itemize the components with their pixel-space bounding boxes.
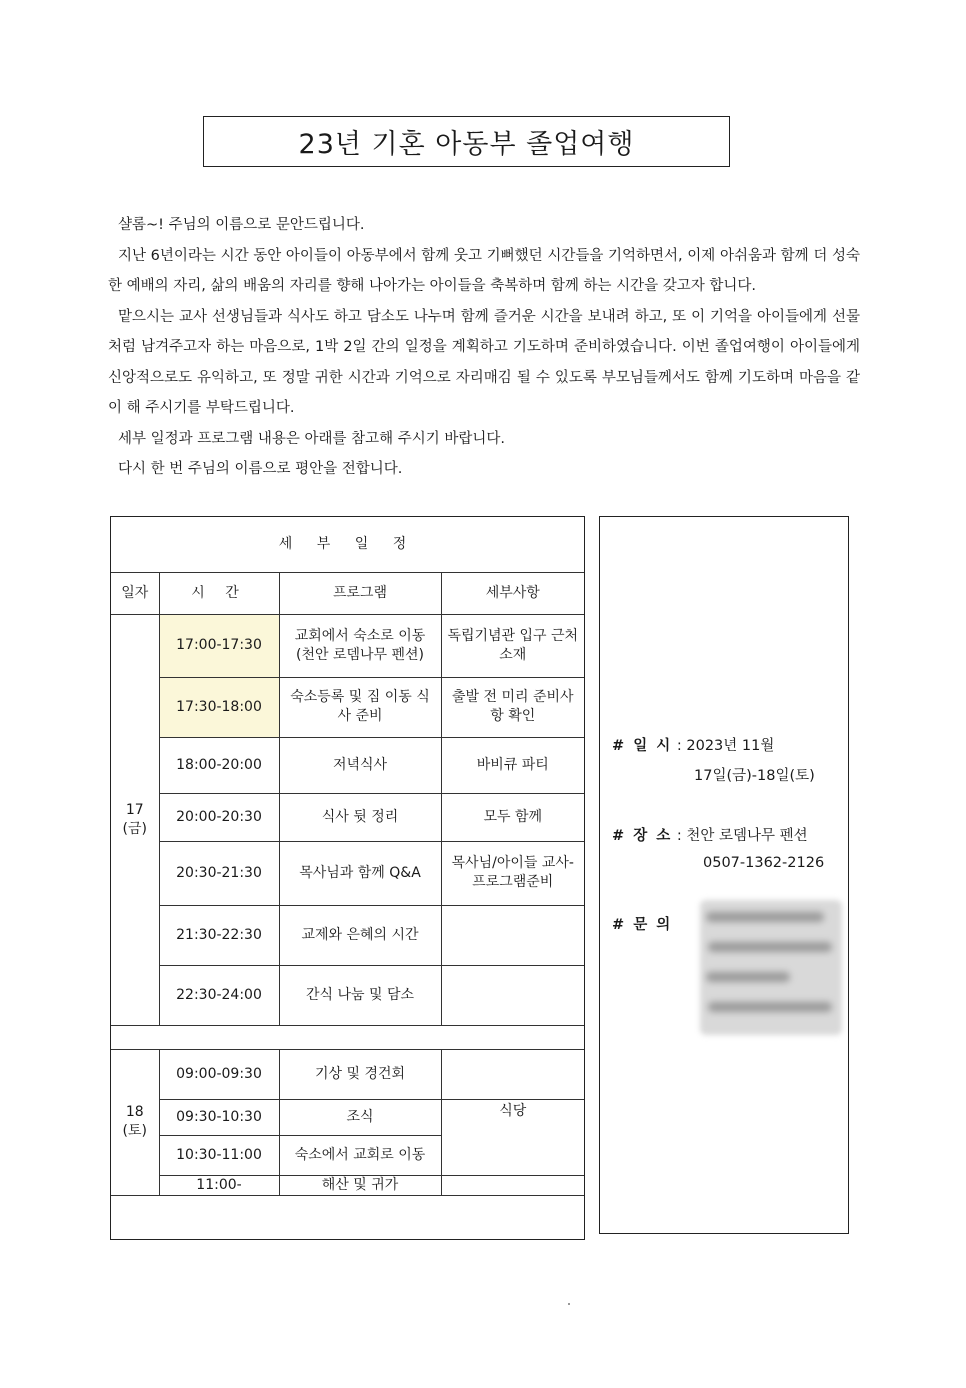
table-row-program: 숙소등록 및 짐 이동 식사 준비 (279, 677, 441, 737)
table-row-time: 17:30-18:00 (159, 677, 279, 737)
info-place-row: # 장 소 : 천안 로뎀나무 펜션 (612, 828, 808, 844)
table-row-details: 바비큐 파티 (441, 737, 584, 793)
info-date-value2: 17일(금)-18일(토) (694, 768, 815, 784)
table-row-details: 목사님/아이들 교사-프로그램준비 (441, 841, 584, 905)
day2-date: 18 (125, 1104, 144, 1120)
table-row-details: 모두 함께 (441, 793, 584, 841)
table-row-time: 11:00- (159, 1175, 279, 1195)
table-row-time: 22:30-24:00 (159, 965, 279, 1025)
info-box (599, 516, 849, 1234)
page-title: 23년 기혼 아동부 졸업여행 (203, 116, 730, 167)
day2-weekday: (토) (122, 1123, 147, 1139)
table-row-program: 기상 및 경건회 (279, 1049, 441, 1099)
header-time: 시 간 (159, 572, 279, 614)
table-row-program: 식사 뒷 정리 (279, 793, 441, 841)
day1-date-cell (111, 614, 159, 1025)
info-contact-label: # 문 의 (612, 917, 673, 933)
table-row-program: 교제와 은혜의 시간 (279, 905, 441, 965)
table-row-program: 해산 및 귀가 (279, 1175, 441, 1195)
table-row-time: 20:00-20:30 (159, 793, 279, 841)
day2-date-cell (111, 1049, 159, 1195)
table-row-time: 18:00-20:00 (159, 737, 279, 793)
day1-date: 17 (125, 801, 144, 818)
intro-paragraph-2: 지난 6년이라는 시간 동안 아이들이 아동부에서 함께 웃고 기뻐했던 시간들을 기억하면서, 이제 아쉬움과 함께 더 성숙한 예배의 자리, 삶의 배움의 자리를 향해 나아가는 아이들을 축복하며 함께 하는 시간을 갖고자 합니다. (108, 247, 860, 294)
day-separator (111, 1025, 584, 1049)
header-date: 일자 (111, 572, 159, 614)
table-row-details: 독립기념관 입구 근처 소재 (441, 614, 584, 677)
table-row-details: 식당 (441, 1099, 584, 1175)
intro-paragraph-1: 샬롬~! 주님의 이름으로 문안드립니다. (118, 217, 365, 233)
scan-dot (568, 1303, 570, 1305)
table-row-details (441, 1049, 584, 1099)
intro-paragraph-5: 다시 한 번 주님의 이름으로 평안을 전합니다. (118, 461, 403, 477)
redacted-contact (700, 900, 842, 1035)
table-row-program: 간식 나눔 및 담소 (279, 965, 441, 1025)
table-row-time: 21:30-22:30 (159, 905, 279, 965)
table-row-program: 숙소에서 교회로 이동 (279, 1135, 441, 1175)
info-place-label: # 장 소 (612, 828, 673, 844)
table-row-time: 09:00-09:30 (159, 1049, 279, 1099)
schedule-title: 세 부 일 정 (111, 517, 584, 572)
info-date-value: 2023년 11월 (686, 738, 775, 754)
table-row-details: 출발 전 미리 준비사항 확인 (441, 677, 584, 737)
table-row-time: 09:30-10:30 (159, 1099, 279, 1135)
info-place-value: 천안 로뎀나무 펜션 (686, 828, 808, 844)
table-row-details (441, 905, 584, 965)
table-row-details (441, 965, 584, 1025)
intro-paragraph-4: 세부 일정과 프로그램 내용은 아래를 참고해 주시기 바랍니다. (118, 430, 506, 447)
schedule-table (110, 516, 585, 1240)
info-place-phone: 0507-1362-2126 (703, 855, 825, 871)
intro-text (108, 210, 860, 485)
intro-paragraph-3: 맡으시는 교사 선생님들과 식사도 하고 담소도 나누며 함께 즐거운 시간을 보내려 하고, 또 이 기억을 아이들에게 선물처럼 남겨주고자 하는 마음으로, 1박 2일 간의 일정을 계획하고 기도하며 준비하였습니다. 이번 졸업여행이 아이들에게 신앙적으로도 유익하고, 또 정말 귀한 시간과 기억으로 자리매김 될 수 있도록 부모님들께서도 함께 기도하며 마음을 같이 해 주시기를 부탁드립니다. (108, 308, 860, 416)
table-row-program: 저녁식사 (279, 737, 441, 793)
table-row-time: 20:30-21:30 (159, 841, 279, 905)
table-row-time: 10:30-11:00 (159, 1135, 279, 1175)
table-row-details (441, 1175, 584, 1195)
table-row-program: 조식 (279, 1099, 441, 1135)
table-row-program: 교회에서 숙소로 이동 (천안 로뎀나무 펜션) (279, 614, 441, 677)
info-date-row: # 일 시 : 2023년 11월 (612, 738, 775, 754)
table-row-time: 17:00-17:30 (159, 614, 279, 677)
header-details: 세부사항 (441, 572, 584, 614)
day1-weekday: (금) (122, 820, 147, 837)
info-date-label: # 일 시 (612, 738, 673, 754)
table-row-program: 목사님과 함께 Q&A (279, 841, 441, 905)
header-program: 프로그램 (279, 572, 441, 614)
info-contact-row (612, 913, 672, 934)
